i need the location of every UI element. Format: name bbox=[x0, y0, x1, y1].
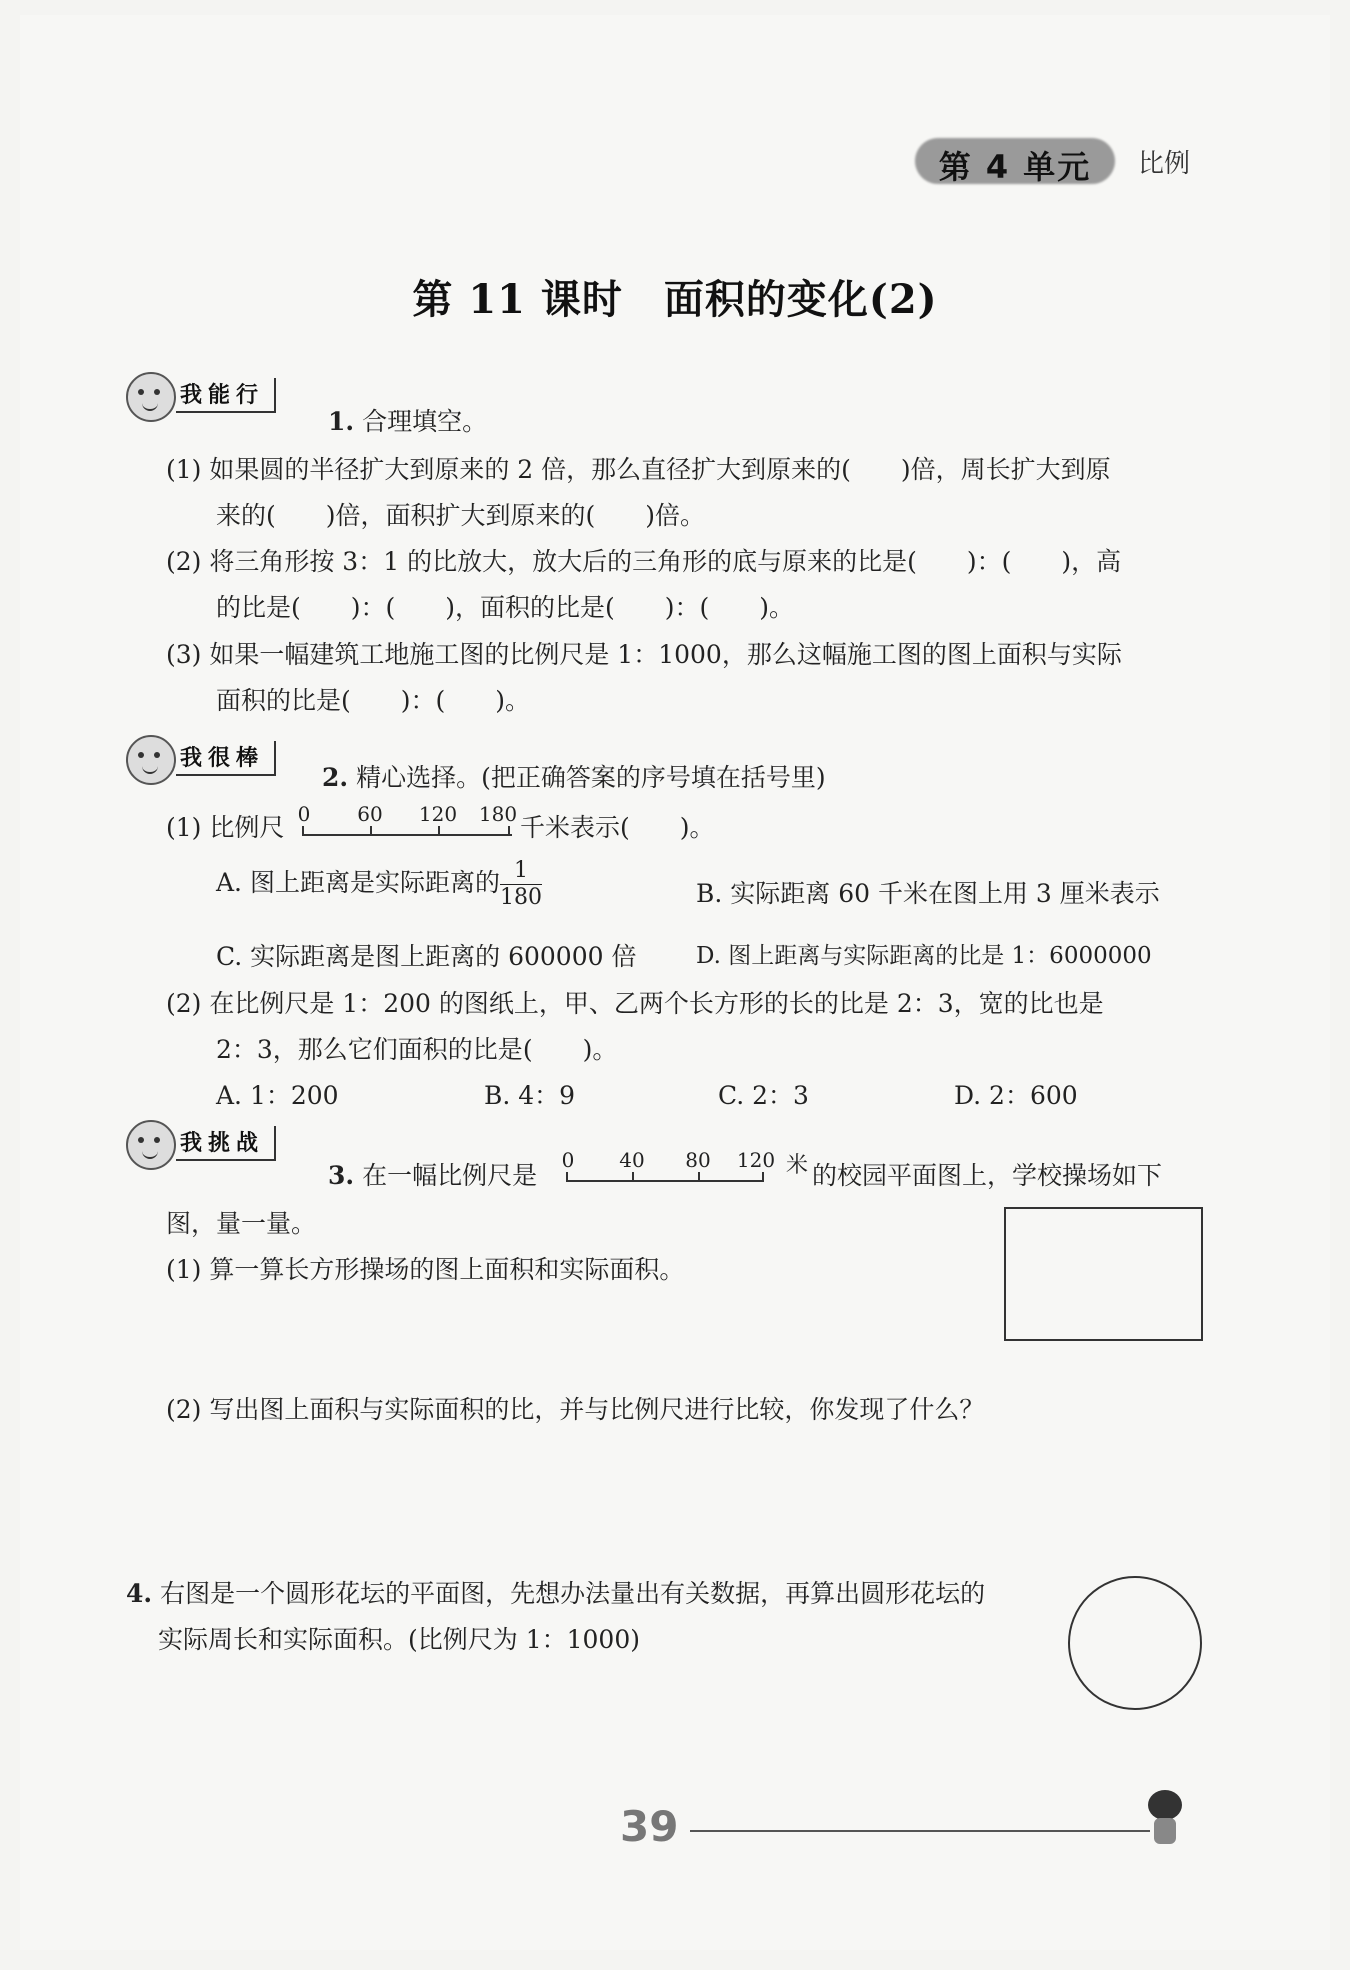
q3-suffix: 的校园平面图上，学校操场如下 bbox=[812, 1161, 1163, 1190]
kids-mascot-icon bbox=[126, 1120, 176, 1170]
q1-p3-line2: 面积的比是( )：( )。 bbox=[216, 686, 531, 715]
section-badge-can-do: 我能行 bbox=[126, 372, 306, 412]
q2-option-d: D. 图上距离与实际距离的比是 1：6000000 bbox=[696, 943, 1152, 969]
scale-bar-m: 0 40 80 120 bbox=[566, 1148, 764, 1188]
q2-heading: 2. 精心选择。(把正确答案的序号填在括号里) bbox=[322, 763, 826, 792]
page-number: 39 bbox=[620, 1802, 679, 1851]
section-badge-great: 我很棒 bbox=[126, 735, 306, 775]
q2-p2-option-b: B. 4：9 bbox=[484, 1081, 576, 1110]
q4-line2: 实际周长和实际面积。(比例尺为 1：1000) bbox=[158, 1625, 640, 1654]
q1-p2-line2: 的比是( )：( )，面积的比是( )：( )。 bbox=[216, 593, 795, 622]
unit-badge bbox=[915, 138, 1115, 184]
q1-p3-line1: (3) 如果一幅建筑工地施工图的比例尺是 1：1000，那么这幅施工图的图上面积与实际 bbox=[166, 640, 1122, 669]
q3-line2: 图，量一量。 bbox=[166, 1209, 317, 1238]
girl-mascot-icon bbox=[126, 735, 176, 785]
scale-bar-km: 0 60 120 180 bbox=[302, 802, 512, 842]
girl-mascot-icon bbox=[126, 372, 176, 422]
q2-option-b: B. 实际距离 60 千米在图上用 3 厘米表示 bbox=[696, 879, 1160, 908]
q1-p1-line1: (1) 如果圆的半径扩大到原来的 2 倍，那么直径扩大到原来的( )倍，周长扩大到原 bbox=[166, 455, 1111, 484]
footer-rule bbox=[690, 1830, 1150, 1832]
lesson-title: 第 11 课时 面积的变化(2) bbox=[412, 276, 938, 323]
q2-p2-line1: (2) 在比例尺是 1：200 的图纸上，甲、乙两个长方形的长的比是 2：3，宽的比也是 bbox=[166, 989, 1104, 1018]
q3-scale-unit: 米 bbox=[786, 1153, 809, 1178]
q1-p1-line2: 来的( )倍，面积扩大到原来的( )倍。 bbox=[216, 501, 706, 530]
q3-prefix: 3. 在一幅比例尺是 bbox=[328, 1161, 538, 1190]
q1-p2-line1: (2) 将三角形按 3：1 的比放大，放大后的三角形的底与原来的比是( )：( )，高 bbox=[166, 547, 1122, 576]
q3-p2: (2) 写出图上面积与实际面积的比，并与比例尺进行比较，你发现了什么？ bbox=[166, 1395, 985, 1424]
q2-option-a: A. 图上距离是实际距离的 $\frac{1}{180}$ bbox=[216, 858, 542, 910]
q2-p2-option-a: A. 1：200 bbox=[216, 1081, 339, 1110]
q2-p1-suffix: 千米表示( )。 bbox=[520, 813, 715, 842]
playground-rectangle bbox=[1004, 1207, 1203, 1341]
q2-p2-option-d: D. 2：600 bbox=[954, 1081, 1078, 1110]
q3-p1: (1) 算一算长方形操场的图上面积和实际面积。 bbox=[166, 1255, 685, 1284]
q2-p2-line2: 2：3，那么它们面积的比是( )。 bbox=[216, 1035, 618, 1064]
q1-heading: 1. 合理填空。 bbox=[328, 407, 488, 436]
q4-line1: 4. 右图是一个圆形花坛的平面图，先想办法量出有关数据，再算出圆形花坛的 bbox=[126, 1579, 986, 1608]
unit-name: 比例 bbox=[1138, 149, 1191, 179]
q2-option-c: C. 实际距离是图上距离的 600000 倍 bbox=[216, 942, 637, 971]
section-badge-challenge: 我挑战 bbox=[126, 1120, 306, 1160]
boy-mascot-icon bbox=[1140, 1790, 1192, 1850]
flowerbed-circle bbox=[1068, 1576, 1202, 1710]
q2-p1-prefix: (1) 比例尺 bbox=[166, 813, 285, 842]
unit-label: 第 4 单元 bbox=[938, 148, 1092, 186]
q2-p2-option-c: C. 2：3 bbox=[718, 1081, 809, 1110]
